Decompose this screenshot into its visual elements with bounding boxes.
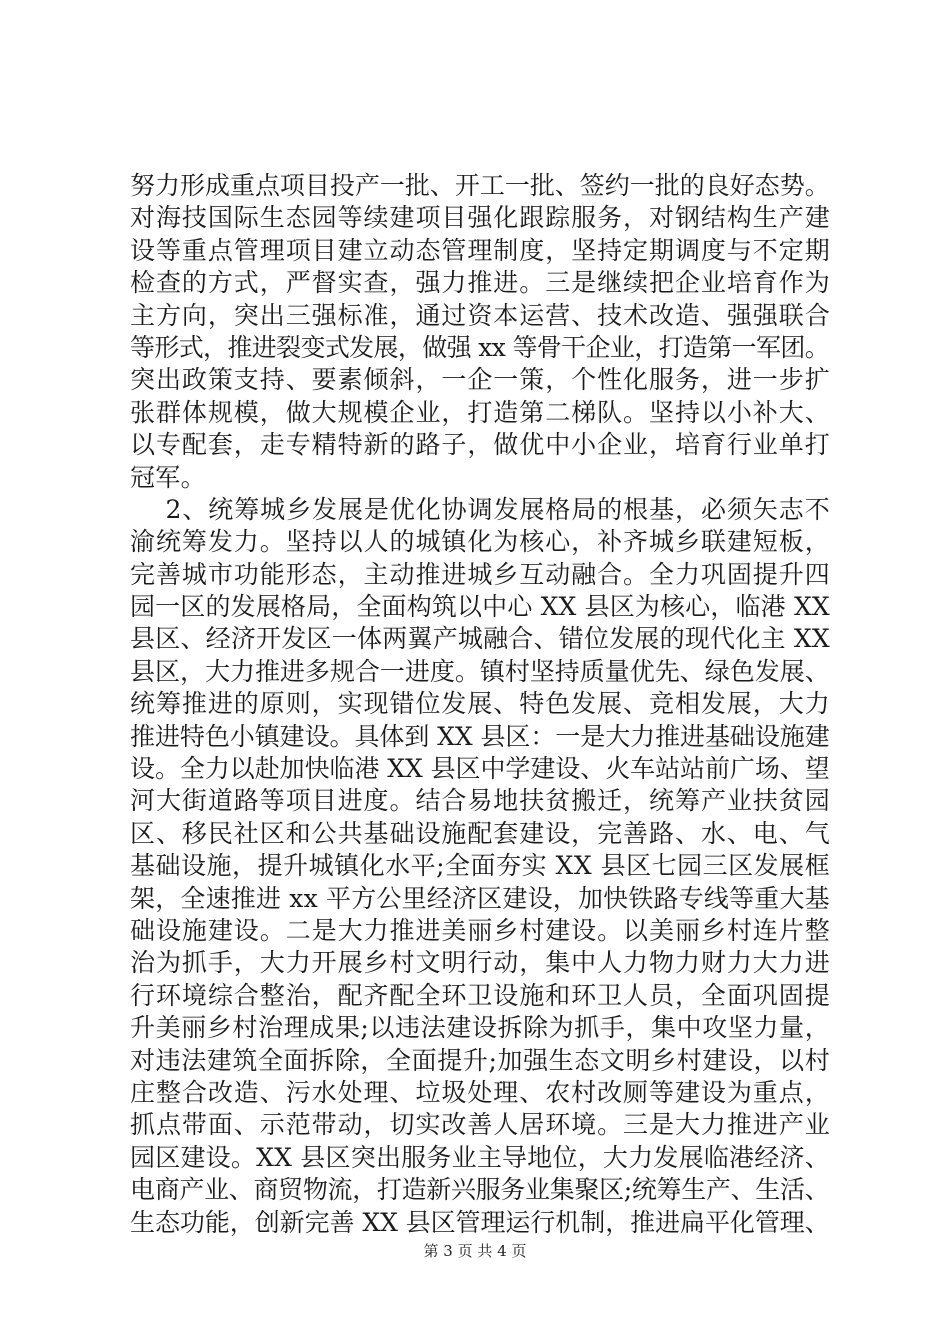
text-line: 县区，大力推进多规合一进度。镇村坚持质量优先、绿色发展、 [130, 656, 830, 686]
text-line: 2、统筹城乡发展是优化协调发展格局的根基，必须矢志不 [130, 494, 831, 524]
text-line: 冠军。 [130, 462, 206, 492]
text-line: 生态功能，创新完善 XX 县区管理运行机制，推进扁平化管理、 [130, 1207, 830, 1237]
text-line: 渝统筹发力。坚持以人的城镇化为核心，补齐城乡联建短板， [130, 527, 831, 557]
text-line: 设。全力以赴加快临港 XX 县区中学建设、火车站站前广场、望 [130, 754, 830, 784]
text-line: 等形式，推进裂变式发展，做强 xx 等骨干企业，打造第一军团。 [130, 332, 830, 362]
text-line: 庄整合改造、污水处理、垃圾处理、农村改厕等建设为重点， [130, 1077, 831, 1107]
text-line: 统筹推进的原则，实现错位发展、特色发展、竞相发展，大力 [130, 689, 831, 719]
text-line: 河大街道路等项目进度。结合易地扶贫搬迁，统筹产业扶贫园 [130, 786, 831, 816]
body-text [130, 170, 830, 1239]
text-line: 推进特色小镇建设。具体到 XX 县区：一是大力推进基础设施建 [130, 721, 830, 751]
text-line: 升美丽乡村治理成果;以违法建设拆除为抓手，集中攻坚力量， [130, 1013, 831, 1043]
text-line: 电商产业、商贸物流，打造新兴服务业集聚区;统筹生产、生活、 [130, 1175, 830, 1205]
text-line: 以专配套，走专精特新的路子，做优中小企业，培育行业单打 [130, 430, 831, 460]
text-line: 治为抓手，大力开展乡村文明行动，集中人力物力财力大力进 [130, 948, 831, 978]
text-line: 架，全速推进 xx 平方公里经济区建设，加快铁路专线等重大基 [130, 883, 830, 913]
text-line: 园区建设。XX 县区突出服务业主导地位，大力发展临港经济、 [130, 1142, 830, 1172]
text-line: 检查的方式，严督实查，强力推进。三是继续把企业培育作为 [130, 268, 831, 298]
text-line: 完善城市功能形态，主动推进城乡互动融合。全力巩固提升四 [130, 559, 831, 589]
text-line: 行环境综合整治，配齐配全环卫设施和环卫人员，全面巩固提 [130, 980, 831, 1010]
text-line: 县区、经济开发区一体两翼产城融合、错位发展的现代化主 XX [130, 624, 830, 654]
text-line: 基础设施，提升城镇化水平;全面夯实 XX 县区七园三区发展框 [130, 851, 831, 881]
text-line: 张群体规模，做大规模企业，打造第二梯队。坚持以小补大、 [130, 397, 831, 427]
text-line: 对违法建筑全面拆除，全面提升;加强生态文明乡村建设，以村 [130, 1045, 831, 1075]
text-line: 主方向，突出三强标准，通过资本运营、技术改造、强强联合 [130, 300, 831, 330]
text-line: 努力形成重点项目投产一批、开工一批、签约一批的良好态势。 [130, 171, 830, 200]
page-footer: 第 3 页 共 4 页 [423, 1242, 527, 1260]
text-line: 区、移民社区和公共基础设施配套建设，完善路、水、电、气 [130, 818, 831, 848]
text-line: 突出政策支持、要素倾斜，一企一策，个性化服务，进一步扩 [130, 365, 831, 395]
text-line: 园一区的发展格局，全面构筑以中心 XX 县区为核心，临港 XX [130, 592, 830, 622]
text-line: 对海技国际生态园等续建项目强化跟踪服务，对钢结构生产建 [130, 203, 831, 233]
text-line: 础设施建设。二是大力推进美丽乡村建设。以美丽乡村连片整 [130, 915, 831, 945]
text-line: 抓点带面、示范带动，切实改善人居环境。三是大力推进产业 [130, 1110, 831, 1140]
text-line: 设等重点管理项目建立动态管理制度，坚持定期调度与不定期 [130, 235, 831, 265]
